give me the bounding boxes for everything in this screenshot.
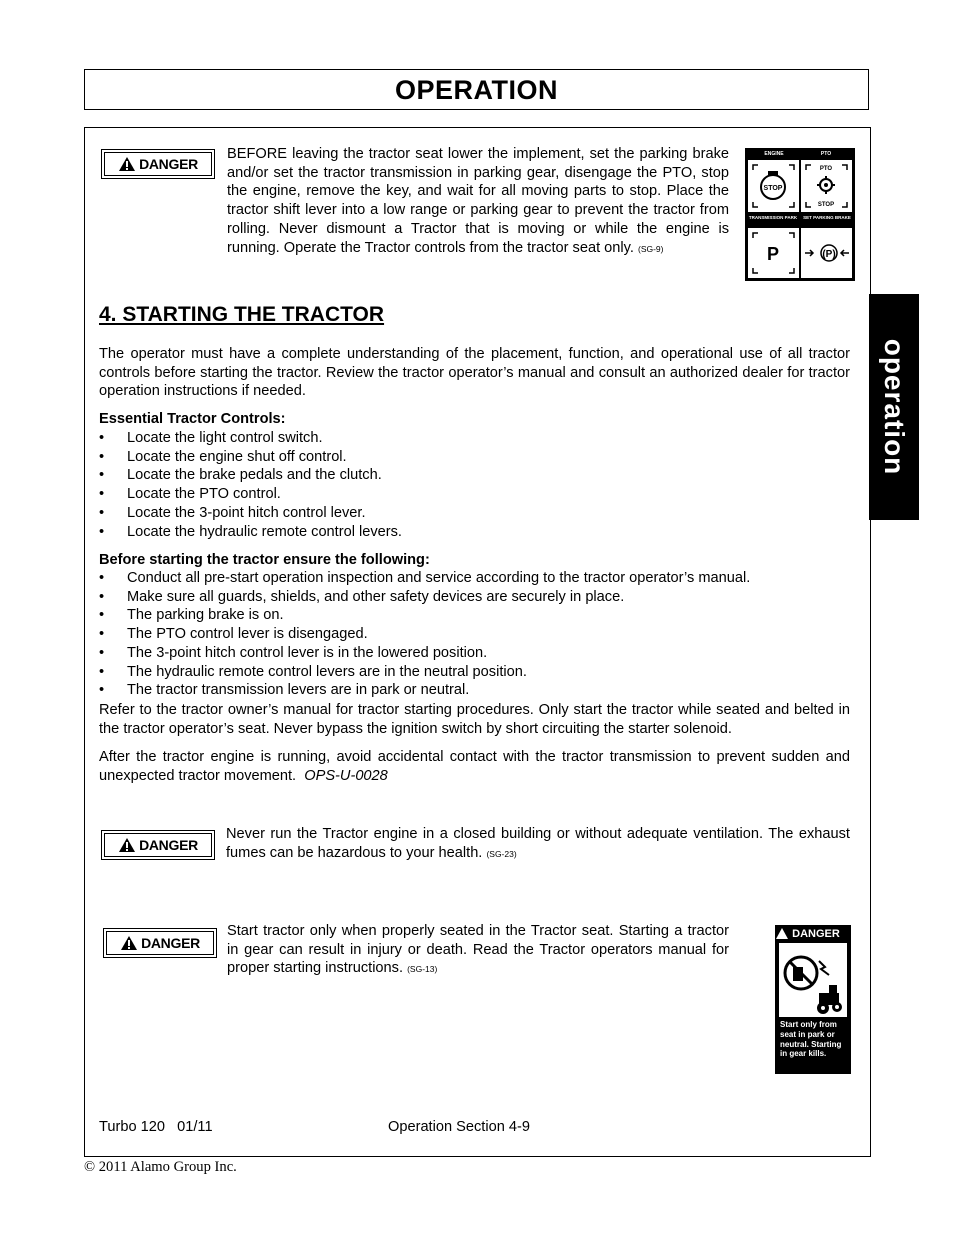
danger-badge bbox=[103, 928, 217, 958]
list-item: • Locate the light control switch. bbox=[99, 430, 323, 446]
engine-stop-icon bbox=[748, 160, 799, 212]
svg-text:(P): (P) bbox=[822, 249, 836, 260]
warning-triangle-icon bbox=[118, 156, 136, 172]
footer-section: Operation Section 4-9 bbox=[388, 1119, 530, 1135]
danger-label: DANGER bbox=[139, 837, 198, 853]
danger-badge bbox=[101, 830, 215, 860]
transmission-park-icon bbox=[748, 228, 799, 278]
list-item: • Locate the brake pedals and the clutch. bbox=[99, 467, 382, 484]
warning-triangle-icon bbox=[120, 935, 138, 951]
page-title: OPERATION bbox=[394, 75, 558, 105]
before-list bbox=[99, 569, 850, 700]
danger2-text: Never run the Tractor engine in a closed building or without adequate ventilation. The exhaust fumes can be hazardous to your health. (SG-23) bbox=[226, 826, 850, 861]
list-item: • Locate the 3-point hitch control lever. bbox=[99, 504, 366, 521]
svg-text:PTO: PTO bbox=[819, 166, 833, 172]
svg-text:STOP: STOP bbox=[763, 185, 783, 192]
after-code: OPS-U-0028 bbox=[304, 767, 388, 784]
list-item: • The PTO control lever is disengaged. bbox=[99, 626, 368, 643]
danger1-text: BEFORE leaving the tractor seat lower the implement, set the parking brake and/or set the tractor transmission in parking gear, disengage the PTO, stop the engine, remove the key, and wait for all moving parts to stop. Place the tractor shift lever into a low range or parking gear to prevent the tractor from rolling. Never dismount a Tractor that is moving or while the engine is running. Operate the Tractor controls from the tractor seat only. (SG-9) bbox=[227, 146, 729, 256]
list-item: • The tractor transmission levers are in park or neutral. bbox=[99, 682, 470, 699]
parking-brake-icon bbox=[801, 228, 852, 278]
after-paragraph: After the tractor engine is running, avoid accidental contact with the tractor transmission to prevent sudden and unexpected tractor movement. OPS-U-0028 bbox=[99, 749, 850, 784]
list-item: • The parking brake is on. bbox=[99, 607, 284, 624]
danger-label: DANGER bbox=[139, 156, 198, 172]
list-item: • Locate the PTO control. bbox=[99, 486, 281, 503]
start-warning-decal bbox=[775, 925, 851, 1074]
start-decal-text: Start only from seat in park or neutral. Starting in gear kills. bbox=[780, 1020, 842, 1059]
list-item: • The 3-point hitch control lever is in the lowered position. bbox=[99, 644, 488, 661]
essential-list bbox=[99, 429, 850, 541]
list-item: • Locate the hydraulic remote control levers. bbox=[99, 523, 402, 540]
danger3-text: Start tractor only when properly seated in the Tractor seat. Starting a tractor in gear can result in injury or death. Read the Tractor operators manual for proper starting instructions. (SG-13) bbox=[227, 923, 729, 977]
side-tab-label: operation bbox=[879, 338, 910, 476]
danger-badge bbox=[101, 149, 215, 179]
danger-label: DANGER bbox=[141, 935, 200, 951]
copyright: © 2011 Alamo Group Inc. bbox=[84, 1159, 237, 1175]
warning-triangle-icon bbox=[118, 837, 136, 853]
list-item: • Locate the engine shut off control. bbox=[99, 448, 347, 465]
page-header bbox=[84, 69, 869, 110]
refer-paragraph: Refer to the tractor owner’s manual for tractor starting procedures. Only start the tractor while seated and belted in the tractor operator’s seat. Never bypass the ignition switch by short circuiting the starter solenoid. bbox=[99, 702, 850, 737]
before-heading: Before starting the tractor ensure the following: bbox=[99, 552, 430, 568]
pto-stop-icon bbox=[801, 160, 852, 212]
section-title: 4. STARTING THE TRACTOR bbox=[99, 303, 385, 326]
list-item: • Make sure all guards, shields, and other safety devices are securely in place. bbox=[99, 588, 625, 605]
tractor-controls-decal: ENGINE PTO STOP PTO STOP TRANSMISSION PARK SET PARKING BRAKE P (P) bbox=[745, 148, 855, 281]
section-intro: The operator must have a complete understanding of the placement, function, and operational use of all tractor controls before starting the tractor. Review the tractor operator’s manual and consult an authorized dealer for tractor operation instructions if needed. bbox=[99, 346, 850, 400]
footer-model: Turbo 120 01/11 bbox=[99, 1119, 213, 1135]
svg-text:P: P bbox=[766, 244, 780, 264]
tractor-hazard-icon bbox=[779, 943, 847, 1017]
list-item: • The hydraulic remote control levers are in the neutral position. bbox=[99, 663, 527, 680]
list-item: • Conduct all pre-start operation inspection and service according to the tractor operator’s manual. bbox=[99, 570, 751, 586]
essential-heading: Essential Tractor Controls: bbox=[99, 411, 286, 427]
side-tab bbox=[869, 294, 919, 520]
start-decal-title: DANGER bbox=[792, 928, 840, 940]
svg-text:STOP: STOP bbox=[817, 202, 835, 208]
